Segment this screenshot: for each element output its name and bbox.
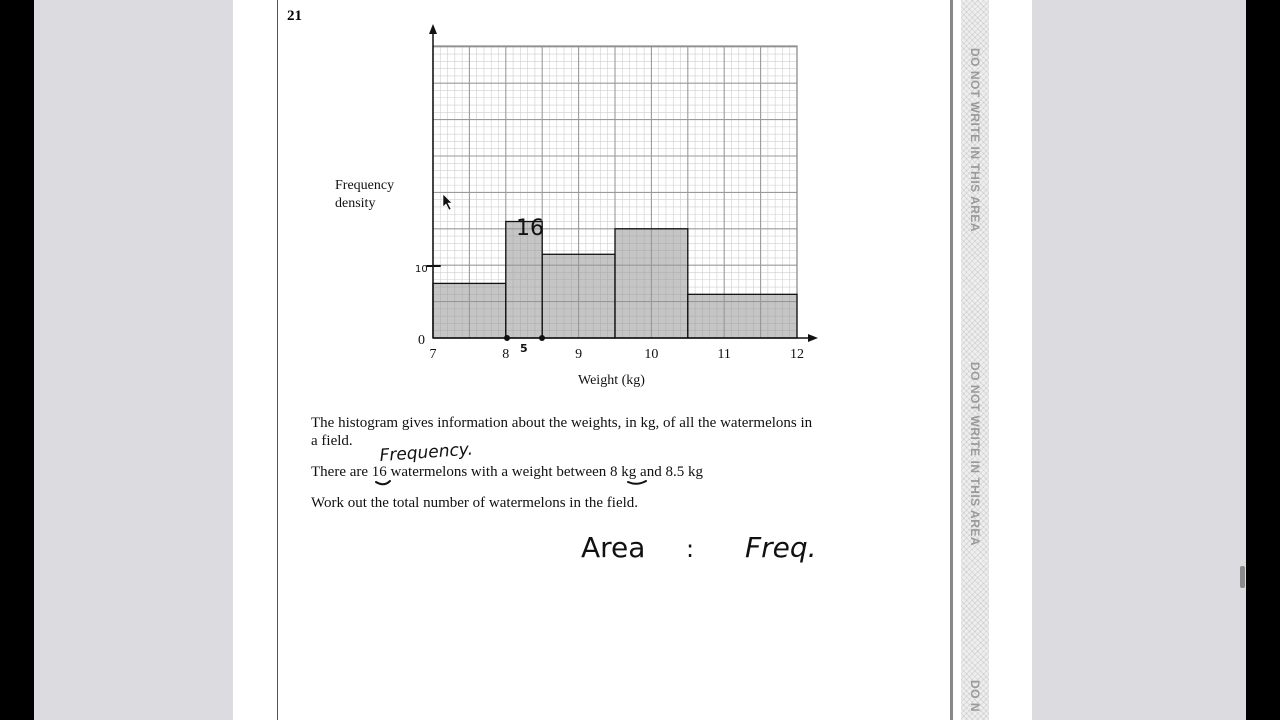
y-origin-label: 0: [418, 333, 425, 348]
x-axis-label: Weight (kg): [578, 373, 645, 388]
y-axis-arrow: [429, 24, 437, 34]
x-tick-label: 8: [502, 347, 510, 362]
x-tick-label: 12: [790, 347, 804, 362]
do-not-write-label: DO NOT WRITE IN THIS AREA: [968, 48, 982, 233]
handwritten-equals: :: [686, 535, 695, 563]
underline-16: [376, 481, 390, 484]
histogram-bar: [615, 229, 688, 338]
x-axis-arrow: [808, 334, 818, 342]
x-tick-label: 9: [575, 347, 583, 362]
question-line-3: There are 16 watermelons with a weight between 8 kg and 8.5 kg: [311, 464, 703, 480]
histogram-bar: [433, 283, 506, 338]
y-axis-label-line1: Frequency: [335, 178, 395, 193]
do-not-write-label-cut: DO N: [968, 680, 982, 712]
handwritten-16: 16: [516, 216, 544, 241]
handwritten-dot: [539, 335, 545, 341]
handwritten-freq: Freq.: [745, 531, 817, 564]
question-line-1: The histogram gives information about the weights, in kg, of all the watermelons in: [311, 415, 813, 431]
x-tick-label: 10: [644, 347, 659, 362]
tick-labels: [430, 347, 805, 362]
scrollbar-thumb[interactable]: [1240, 566, 1245, 588]
handwritten-10: 10: [415, 264, 428, 275]
histogram-bar: [688, 294, 797, 338]
handwritten-dot: [504, 335, 510, 341]
x-tick-label: 7: [429, 347, 437, 362]
question-line-4: Work out the total number of watermelons in the field.: [311, 495, 639, 511]
y-axis-label-line2: density: [335, 196, 376, 211]
handwritten-5: 5: [520, 342, 528, 355]
question-number: 21: [287, 8, 302, 24]
handwritten-area: Area: [581, 531, 646, 564]
question-line-2: a field.: [311, 433, 353, 449]
do-not-write-label: DO NOT WRITE IN THIS AREA: [968, 362, 982, 547]
x-tick-label: 11: [717, 347, 731, 362]
histogram-bar: [542, 254, 615, 338]
handwritten-frequency: Frequency.: [378, 439, 474, 466]
underline-kg: [628, 481, 646, 484]
